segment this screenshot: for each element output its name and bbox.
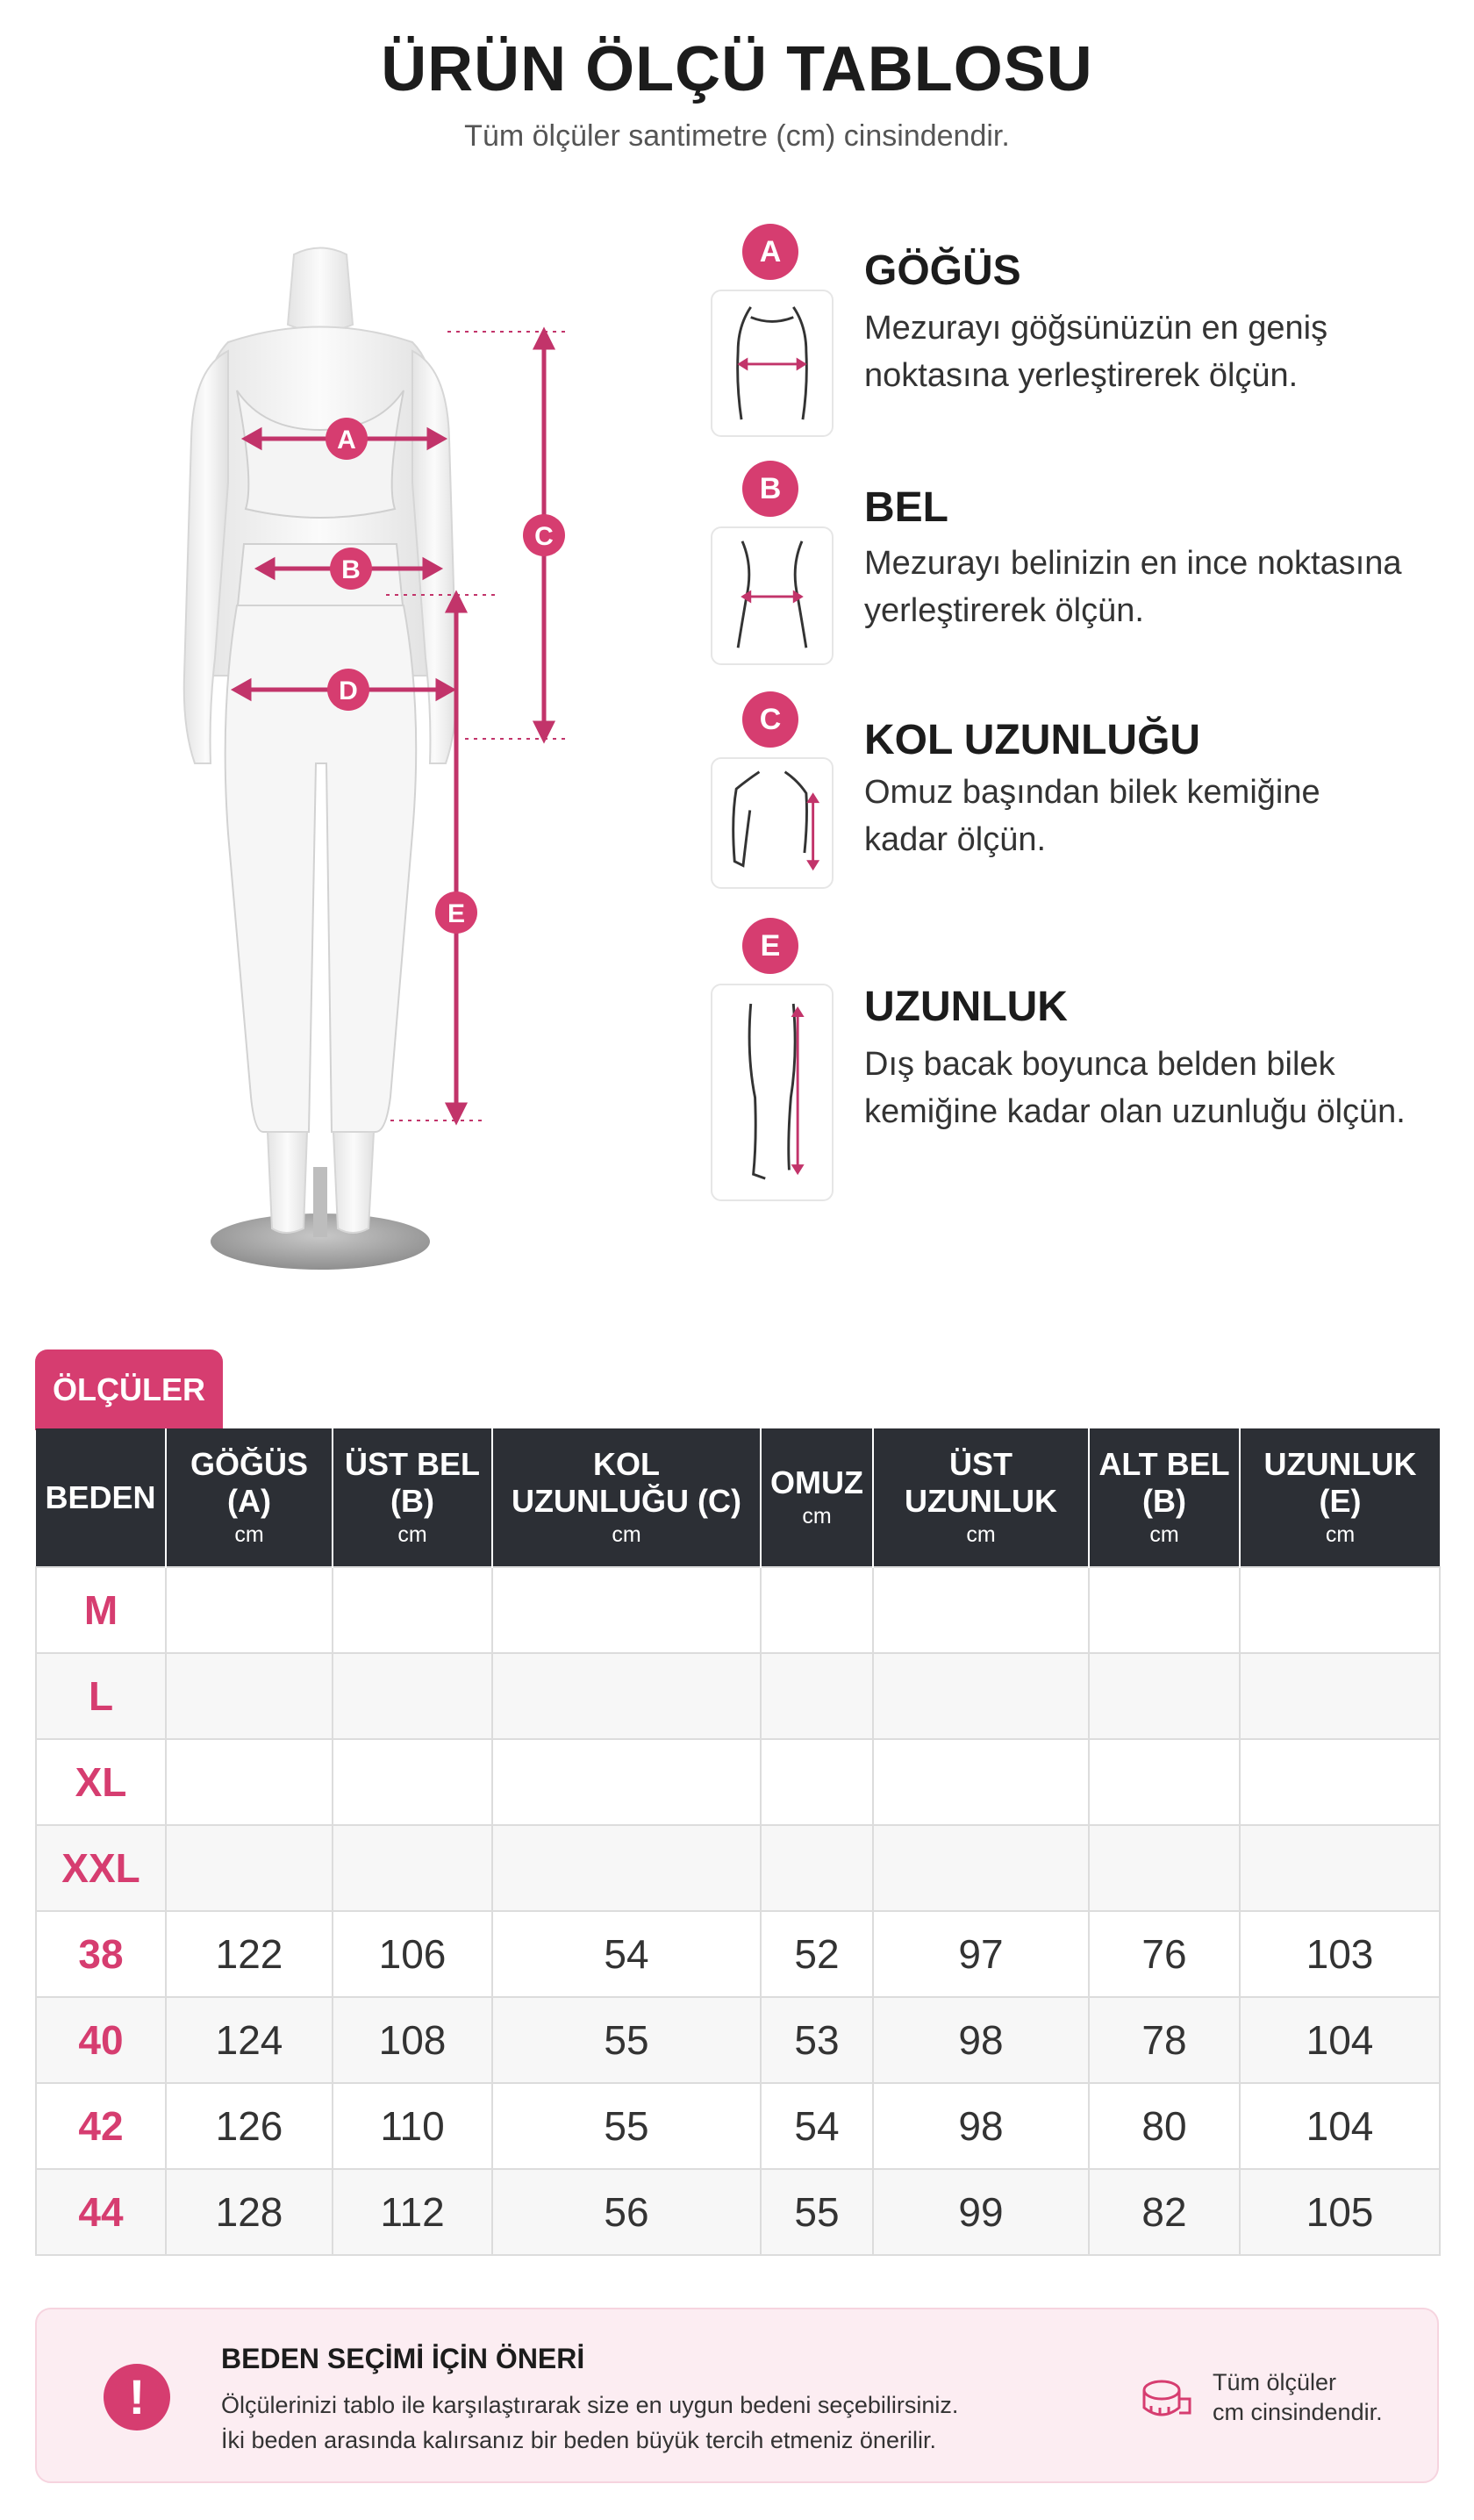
- measurement-cell: 54: [492, 1911, 761, 1997]
- header-omuz: OMUZ cm: [761, 1428, 873, 1567]
- guide-desc-chest: Mezurayı göğsünüzün en geniş noktasına yerleştirerek ölçün.: [864, 310, 1328, 394]
- tape-measure-icon: [1139, 2373, 1191, 2425]
- measurement-cell: [166, 1739, 333, 1825]
- size-advice-box: [35, 2308, 1439, 2483]
- guide-desc-waist: Mezurayı belinizin en ince noktasına yerleştirerek ölçün.: [864, 545, 1402, 629]
- measurement-cell: [1089, 1825, 1240, 1911]
- unit-note-line-1: Tüm ölçüler: [1213, 2369, 1337, 2395]
- guide-item-arm: [711, 691, 1456, 902]
- measurement-cell: [492, 1739, 761, 1825]
- measurement-cell: [1089, 1653, 1240, 1739]
- leg-measure-icon: [711, 984, 834, 1201]
- measurement-cell: 124: [166, 1997, 333, 2083]
- guide-desc-arm: Omuz başından bilek kemiğine kadar ölçün.: [864, 774, 1320, 858]
- size-label-cell: M: [36, 1567, 166, 1653]
- header-beden: BEDEN: [36, 1428, 166, 1567]
- table-row: [36, 1739, 1440, 1825]
- measurement-cell: 128: [166, 2169, 333, 2255]
- table-row: [36, 1997, 1440, 2083]
- table-row: [36, 1567, 1440, 1653]
- measurement-cell: 55: [761, 2169, 873, 2255]
- measurement-cell: 112: [333, 2169, 492, 2255]
- measurement-cell: [166, 1825, 333, 1911]
- header-gogus: GÖĞÜS (A) cm: [166, 1428, 333, 1567]
- measurement-cell: 78: [1089, 1997, 1240, 2083]
- marker-e-label: E: [447, 899, 466, 928]
- measurement-cell: 106: [333, 1911, 492, 1997]
- measurement-cell: 108: [333, 1997, 492, 2083]
- mannequin-neck: [288, 248, 353, 332]
- guide-badge-a: A: [742, 224, 798, 280]
- page-title: ÜRÜN ÖLÇÜ TABLOSU: [381, 34, 1093, 104]
- advice-title: BEDEN SEÇİMİ İÇİN ÖNERİ: [221, 2343, 585, 2374]
- header-alt-bel: ALT BEL (B) cm: [1089, 1428, 1240, 1567]
- measurement-cell: [333, 1653, 492, 1739]
- measurement-cell: [1089, 1739, 1240, 1825]
- page-subtitle: Tüm ölçüler santimetre (cm) cinsindendir.: [464, 119, 1010, 153]
- size-label-cell: 40: [36, 1997, 166, 2083]
- mannequin-waistband: [237, 544, 404, 614]
- guide-title-chest: GÖĞÜS: [864, 247, 1021, 294]
- mannequin-figure: [97, 219, 605, 1281]
- marker-c-label: C: [534, 522, 554, 551]
- size-label-cell: 44: [36, 2169, 166, 2255]
- table-row: [36, 1653, 1440, 1739]
- unit-note-line-2: cm cinsindendir.: [1213, 2399, 1383, 2425]
- measurement-cell: [873, 1739, 1089, 1825]
- measurement-cell: [761, 1739, 873, 1825]
- measurement-cell: 104: [1240, 1997, 1440, 2083]
- measurement-cell: [333, 1825, 492, 1911]
- size-table: [35, 1428, 1441, 2256]
- measurement-cell: 98: [873, 1997, 1089, 2083]
- marker-a-label: A: [337, 426, 356, 455]
- table-row: [36, 2169, 1440, 2255]
- measurement-cell: [761, 1825, 873, 1911]
- size-label-cell: L: [36, 1653, 166, 1739]
- marker-d-label: D: [339, 677, 358, 705]
- measurement-cell: 122: [166, 1911, 333, 1997]
- guide-badge-e: E: [742, 918, 798, 974]
- guide-item-length: [711, 918, 1456, 1207]
- measurement-cell: [492, 1567, 761, 1653]
- guide-badge-c: C: [742, 691, 798, 748]
- measurement-cell: 97: [873, 1911, 1089, 1997]
- measurement-cell: 99: [873, 2169, 1089, 2255]
- measurement-cell: [873, 1825, 1089, 1911]
- measurement-cell: [761, 1653, 873, 1739]
- measurement-cell: 104: [1240, 2083, 1440, 2169]
- header-ust-bel: ÜST BEL (B) cm: [333, 1428, 492, 1567]
- measurement-cell: 126: [166, 2083, 333, 2169]
- size-label-cell: XL: [36, 1739, 166, 1825]
- guide-title-arm: KOL UZUNLUĞU: [864, 717, 1201, 763]
- guide-title-length: UZUNLUK: [864, 984, 1068, 1030]
- alert-icon: !: [104, 2364, 170, 2431]
- advice-line-2: İki beden arasında kalırsanız bir beden büyük tercih etmeniz önerilir.: [221, 2427, 936, 2453]
- measurement-cell: [492, 1653, 761, 1739]
- guide-badge-b: B: [742, 461, 798, 517]
- measurement-cell: [1089, 1567, 1240, 1653]
- guide-title-waist: BEL: [864, 484, 948, 531]
- header-ust-uzunluk: ÜST UZUNLUK cm: [873, 1428, 1089, 1567]
- measurement-cell: [492, 1825, 761, 1911]
- marker-b-label: B: [341, 555, 361, 584]
- measurement-cell: [333, 1567, 492, 1653]
- advice-line-1: Ölçülerinizi tablo ile karşılaştırarak size en uygun bedeni seçebilirsiniz.: [221, 2392, 959, 2418]
- measurement-cell: [166, 1653, 333, 1739]
- measurement-cell: 53: [761, 1997, 873, 2083]
- measurement-cell: [1240, 1739, 1440, 1825]
- waist-measure-icon: [711, 526, 834, 665]
- measurement-cell: 54: [761, 2083, 873, 2169]
- mannequin-arm-left: [184, 351, 228, 763]
- header-kol-uzunlugu: KOL UZUNLUĞU (C) cm: [492, 1428, 761, 1567]
- measurement-cell: 110: [333, 2083, 492, 2169]
- table-row: [36, 1825, 1440, 1911]
- measurement-cell: [761, 1567, 873, 1653]
- size-label-cell: XXL: [36, 1825, 166, 1911]
- mannequin-arm-right: [412, 351, 456, 763]
- header-uzunluk: UZUNLUK (E) cm: [1240, 1428, 1440, 1567]
- measurement-cell: [1240, 1825, 1440, 1911]
- measurement-cell: 56: [492, 2169, 761, 2255]
- measurement-cell: 98: [873, 2083, 1089, 2169]
- measurement-cell: [873, 1567, 1089, 1653]
- mannequin-leggings: [225, 605, 417, 1132]
- measurement-cell: 103: [1240, 1911, 1440, 1997]
- measurement-cell: 76: [1089, 1911, 1240, 1997]
- table-tab: ÖLÇÜLER: [35, 1349, 223, 1430]
- guide-desc-length: Dış bacak boyunca belden bilek kemiğine kadar olan uzunluğu ölçün.: [864, 1046, 1406, 1130]
- table-row: [36, 2083, 1440, 2169]
- measurement-cell: [166, 1567, 333, 1653]
- measurement-cell: [1240, 1653, 1440, 1739]
- size-label-cell: 38: [36, 1911, 166, 1997]
- measurement-cell: 105: [1240, 2169, 1440, 2255]
- guide-item-chest: [711, 224, 1456, 443]
- chest-measure-icon: [711, 290, 834, 437]
- measurement-cell: 52: [761, 1911, 873, 1997]
- measurement-cell: 55: [492, 2083, 761, 2169]
- measurement-cell: [333, 1739, 492, 1825]
- guide-item-waist: [711, 461, 1456, 680]
- measurement-cell: [873, 1653, 1089, 1739]
- measurement-cell: 55: [492, 1997, 761, 2083]
- table-header-row: [36, 1428, 1440, 1567]
- measurement-cell: 82: [1089, 2169, 1240, 2255]
- table-row: [36, 1911, 1440, 1997]
- measurement-cell: 80: [1089, 2083, 1240, 2169]
- measurement-cell: [1240, 1567, 1440, 1653]
- size-label-cell: 42: [36, 2083, 166, 2169]
- arm-measure-icon: [711, 757, 834, 889]
